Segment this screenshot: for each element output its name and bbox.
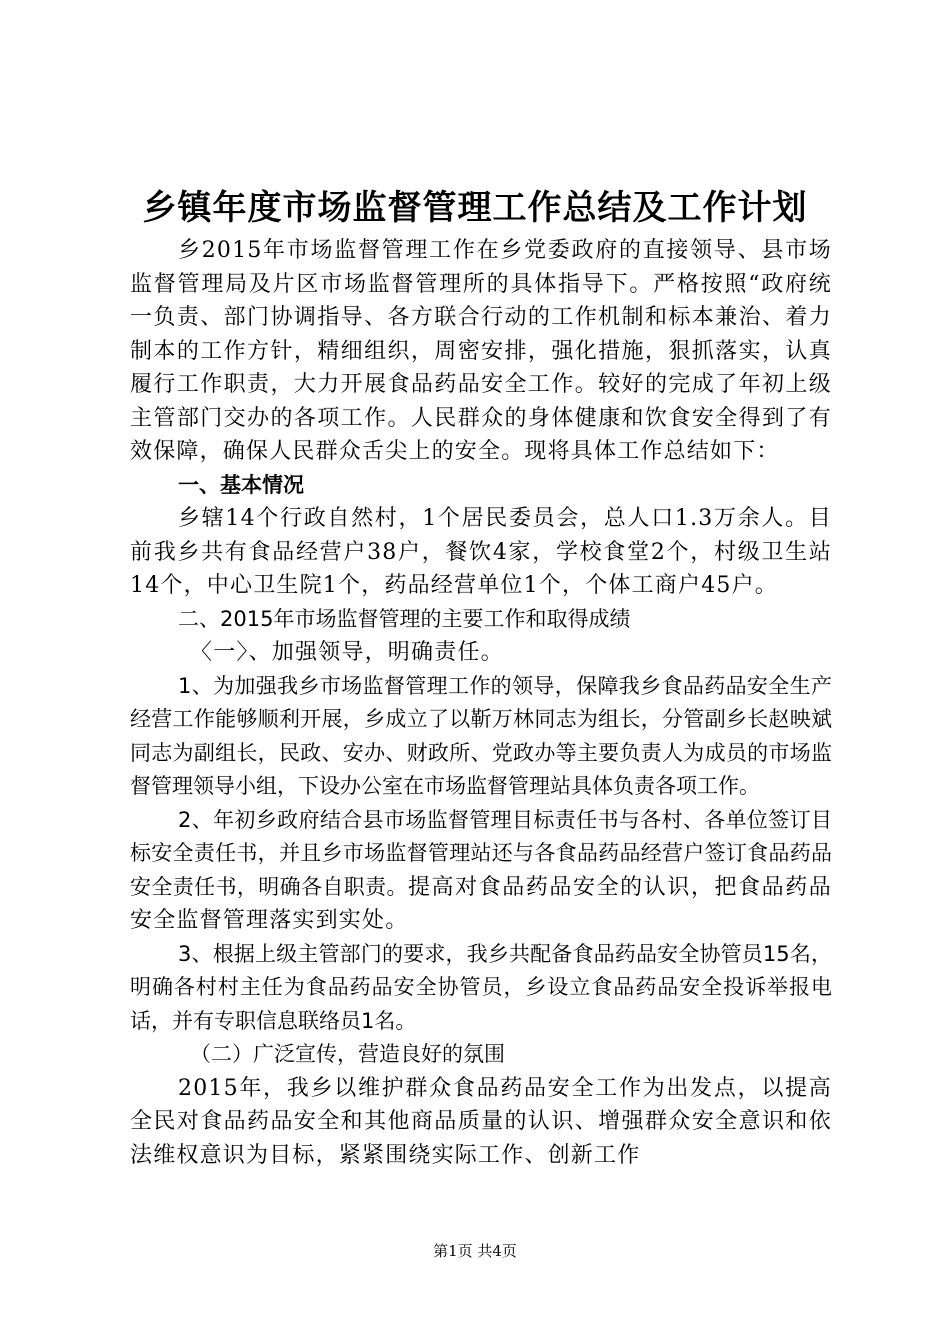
intro-paragraph: 乡2015年市场监督管理工作在乡党委政府的直接领导、县市场监督管理局及片区市场监督管理所的具体指导下。严格按照“政府统一负责、部门协调指导、各方联合行动的工作机制和标本兼治、着力制本的工作方针，精细组织，周密安排，强化措施，狠抓落实，认真履行工作职责，大力开展食品药品安全工作。较好的完成了年初上级主管部门交办的各项工作。人民群众的身体健康和饮食安全得到了有效保障，确保人民群众舌尖上的安全。现将具体工作总结如下： <box>130 238 832 464</box>
section-heading-main-work: 二、2015年市场监督管理的主要工作和取得成绩 <box>178 606 631 631</box>
subsection-heading-leadership: 〈一〉、加强领导，明确责任。 <box>190 640 504 665</box>
publicity-paragraph: 2015年，我乡以维护群众食品药品安全工作为出发点，以提高全民对食品药品安全和其他商品质量的认识、增强群众安全意识和依法维权意识为目标，紧紧围绕实际工作、创新工作 <box>130 1075 832 1168</box>
item-paragraph-2 <box>130 804 832 938</box>
document-body <box>130 234 832 1172</box>
basic-info-paragraph: 乡辖14个行政自然村，1个居民委员会，总人口1.3万余人。目前我乡共有食品经营户38户，餐饮4家，学校食堂2个，村级卫生站14个，中心卫生院1个，药品经营单位1个，个体工商户45户。 <box>130 506 832 598</box>
page-footer: 第1页 共4页 <box>433 1242 517 1260</box>
item-paragraph-3: 3、根据上级主管部门的要求，我乡共配备食品药品安全协管员15名，明确各村村主任为食品药品安全协管员，乡设立食品药品安全投诉举报电话，并有专职信息联络员1名。 <box>130 941 832 1033</box>
item-paragraph-2-part-b: 提高对食品药品安全的认识，把食品药品安全监督管理落实到实处。 <box>130 874 832 933</box>
item-paragraph-1: 1、为加强我乡市场监督管理工作的领导，保障我乡食品药品安全生产经营工作能够顺利开展，乡成立了以靳万林同志为组长，分管副乡长赵映斌同志为副组长，民政、安办、财政所、党政办等主要负责人为成员的市场监督管理领导小组，下设办公室在市场监督管理站具体负责各项工作。 <box>130 673 832 798</box>
document-title: 乡镇年度市场监督管理工作总结及工作计划 <box>142 188 808 228</box>
section-heading-basic: 一、基本情况 <box>178 472 304 497</box>
item-paragraph-2-part-a: 2、年初乡政府结合县市场监督管理目标责任书与各村、各单位签订目标安全责任书，并且乡市场监督管理站还与各食品药品经营户签订食品药品安全责任书，明确各自职责。 <box>130 807 832 899</box>
subsection-heading-publicity: （二）广泛宣传，营造良好的氛围 <box>190 1042 505 1066</box>
